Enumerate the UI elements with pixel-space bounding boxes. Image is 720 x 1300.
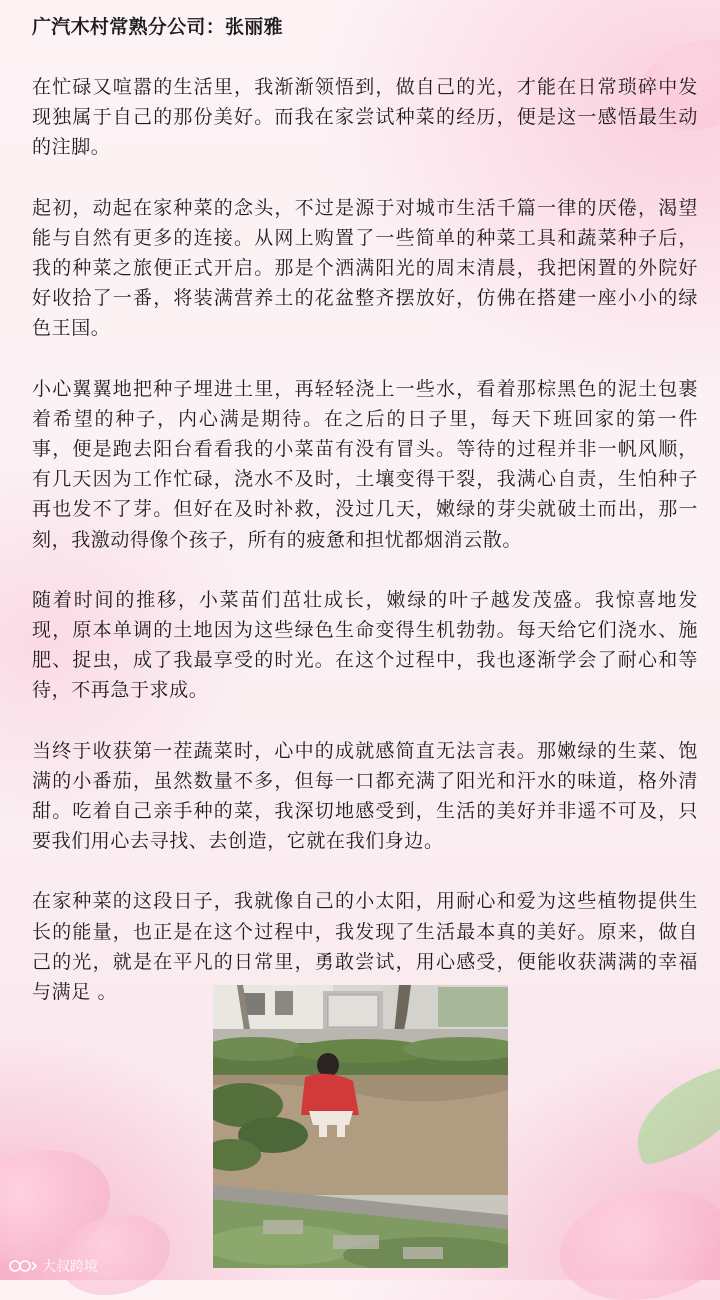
paragraph: 小心翼翼地把种子埋进土里，再轻轻浇上一些水，看着那棕黑色的泥土包裹着希望的种子，内心满是期待。在之后的日子里，每天下班回家的第一件事，便是跑去阳台看看我的小菜苗有没有冒头。等待的过程并非一帆风顺，有几天因为工作忙碌，浇水不及时，土壤变得干裂，我满心自责，生怕种子再也发不了芽。但好在及时补救，没过几天，嫩绿的芽尖就破土而出，那一刻，我激动得像个孩子，所有的疲惫和担忧都烟消云散。	[32, 377, 698, 551]
article	[32, 12, 698, 1007]
paragraph: 在忙碌又喧嚣的生活里，我渐渐领悟到，做自己的光，才能在日常琐碎中发现独属于自己的那份美好。而我在家尝试种菜的经历，便是这一感悟最生动的注脚。	[32, 76, 698, 159]
watermark-logo-icon	[8, 1259, 38, 1273]
watermark	[8, 1256, 98, 1276]
garden-photo	[213, 985, 508, 1268]
paragraph: 在家种菜的这段日子，我就像自己的小太阳，用耐心和爱为这些植物提供生长的能量，也正是在这个过程中，我发现了生活最本真的美好。原来，做自己的光，就是在平凡的日常里，勇敢尝试，用心感受，便能收获满满的幸福与满足 。	[32, 890, 698, 1004]
garden-photo-illustration	[213, 985, 508, 1268]
paragraph: 起初，动起在家种菜的念头，不过是源于对城市生活千篇一律的厌倦，渴望能与自然有更多的连接。从网上购置了一些简单的种菜工具和蔬菜种子后，我的种菜之旅便正式开启。那是个洒满阳光的周末清晨，我把闲置的外院好好收拾了一番，将装满营养土的花盆整齐摆放好，仿佛在搭建一座小小的绿色王国。	[32, 196, 698, 340]
watermark-text: 大叔跨境	[42, 1259, 98, 1275]
petal-decoration	[560, 1190, 720, 1300]
paragraph: 当终于收获第一茬蔬菜时，心中的成就感简直无法言表。那嫩绿的生菜、饱满的小番茄，虽然数量不多，但每一口都充满了阳光和汗水的味道，格外清甜。吃着自己亲手种的菜，我深切地感受到，生活的美好并非遥不可及，只要我们用心去寻找、去创造，它就在我们身边。	[32, 739, 698, 853]
paragraph: 随着时间的推移，小菜苗们茁壮成长，嫩绿的叶子越发茂盛。我惊喜地发现，原本单调的土地因为这些绿色生命变得生机勃勃。每天给它们浇水、施肥、捉虫，成了我最享受的时光。在这个过程中，我也逐渐学会了耐心和等待，不再急于求成。	[32, 588, 698, 702]
leaf-decoration	[622, 1063, 720, 1167]
article-title: 广汽木村常熟分公司：张丽雅	[32, 16, 283, 38]
